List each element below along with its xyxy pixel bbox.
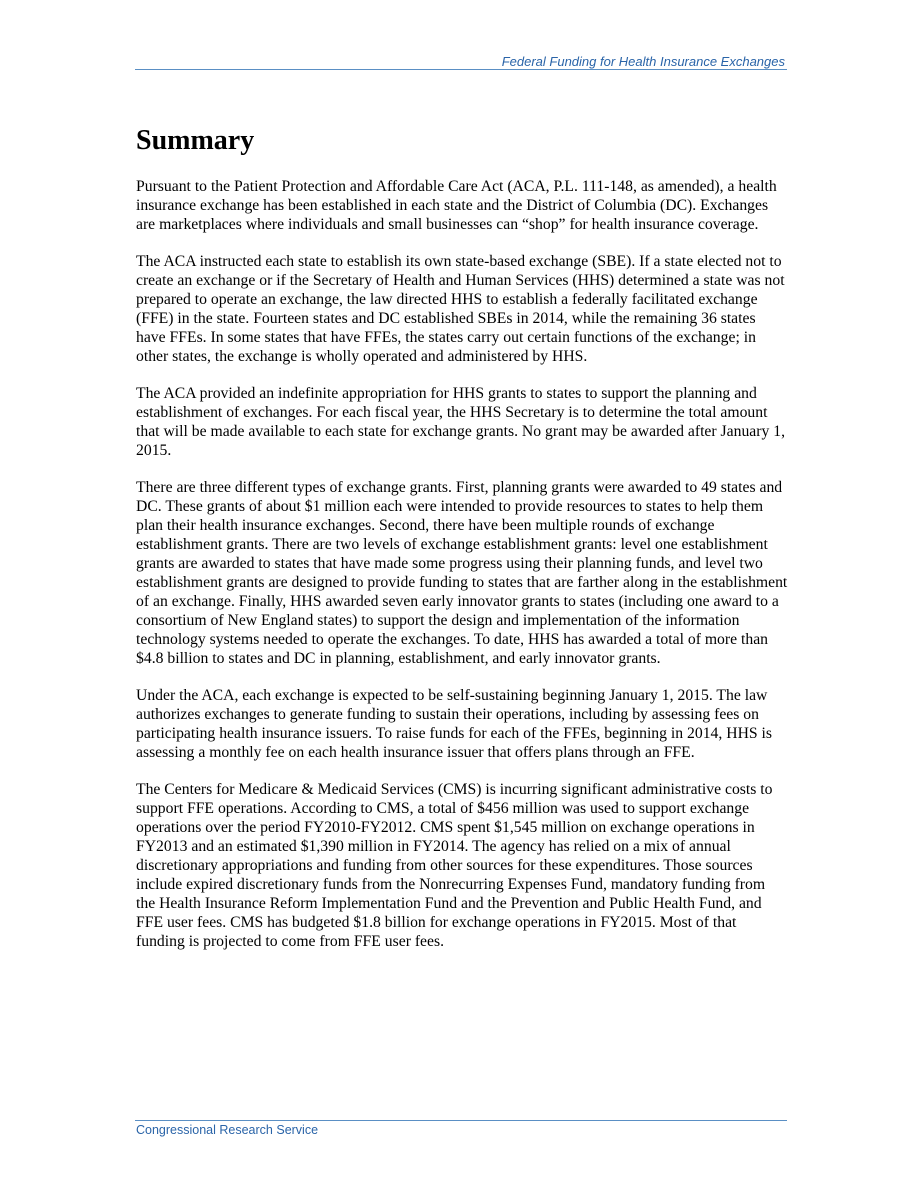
running-header: Federal Funding for Health Insurance Exchanges [501, 54, 785, 69]
footer-organization: Congressional Research Service [136, 1123, 319, 1137]
paragraph-4: There are three different types of exchange grants. First, planning grants were awarded to 49 states and DC. These grants of about $1 million each were intended to provide resources to states to help them plan their health insurance exchanges. Second, there have been multiple rounds of exchange establishment grants. There are two levels of exchange establishment grants: level one establishment grants are awarded to states that have made some progress using their planning funds, and level two establishment grants are designed to provide funding to states that are farther along in the establishment of an exchange. Finally, HHS awarded seven early innovator grants to states (including one award to a consortium of New England states) to support the design and implementation of the information technology systems needed to operate the exchanges. To date, HHS has awarded a total of more than $4.8 billion to states and DC in planning, establishment, and early innovator grants. [136, 479, 788, 667]
paragraph-5: Under the ACA, each exchange is expected to be self-sustaining beginning January 1, 2015. The law authorizes exchanges to generate funding to sustain their operations, including by assessing fees on participating health insurance issuers. To raise funds for each of the FFEs, beginning in 2014, HHS is assessing a monthly fee on each health insurance issuer that offers plans through an FFE. [136, 687, 773, 761]
paragraph-3: The ACA provided an indefinite appropriation for HHS grants to states to support the planning and establishment of exchanges. For each fiscal year, the HHS Secretary is to determine the total amount that will be made available to each state for exchange grants. No grant may be awarded after January 1, 2015. [136, 385, 786, 459]
paragraph-1: Pursuant to the Patient Protection and Affordable Care Act (ACA, P.L. 111-148, as amended), a health insurance exchange has been established in each state and the District of Columbia (DC). Exchanges are marketplaces where individuals and small businesses can “shop” for health insurance coverage. [136, 178, 777, 233]
paragraph-2: The ACA instructed each state to establish its own state-based exchange (SBE). If a state elected not to create an exchange or if the Secretary of Health and Human Services (HHS) determined a state was not prepared to operate an exchange, the law directed HHS to establish a federally facilitated exchange (FFE) in the state. Fourteen states and DC established SBEs in 2014, while the remaining 36 states have FFEs. In some states that have FFEs, the states carry out certain functions of the exchange; in other states, the exchange is wholly operated and administered by HHS. [136, 253, 785, 365]
page-title: Summary [136, 125, 255, 156]
header-rule [135, 69, 787, 70]
footer-rule [135, 1120, 787, 1121]
paragraph-6: The Centers for Medicare & Medicaid Services (CMS) is incurring significant administrative costs to support FFE operations. According to CMS, a total of $456 million was used to support exchange operations over the period FY2010-FY2012. CMS spent $1,545 million on exchange operations in FY2013 and an estimated $1,390 million in FY2014. The agency has relied on a mix of annual discretionary appropriations and funding from other sources for these expenditures. Those sources include expired discretionary funds from the Nonrecurring Expenses Fund, mandatory funding from the Health Insurance Reform Implementation Fund and the Prevention and Public Health Fund, and FFE user fees. CMS has budgeted $1.8 billion for exchange operations in FY2015. Most of that funding is projected to come from FFE user fees. [136, 781, 773, 950]
summary-body [136, 177, 788, 969]
